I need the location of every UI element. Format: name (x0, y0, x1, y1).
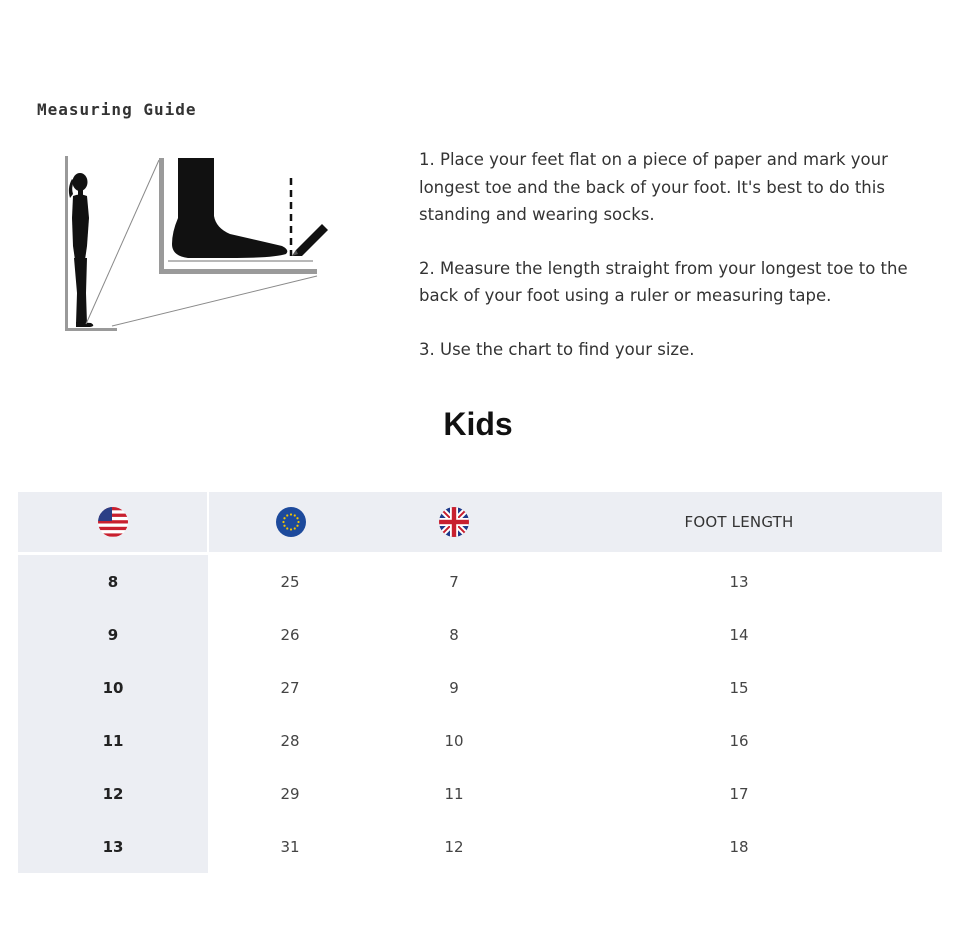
us-size-cell: 13 (18, 820, 208, 873)
foot-length-cell: 13 (536, 554, 942, 609)
table-row (18, 767, 942, 820)
table-row (18, 714, 942, 767)
us-size-cell: 12 (18, 767, 208, 820)
uk-size-cell: 7 (372, 554, 536, 609)
foot-length-header: FOOT LENGTH (684, 513, 794, 531)
uk-size-header (372, 492, 536, 554)
measuring-guide-title: Measuring Guide (37, 100, 197, 119)
us-size-cell: 9 (18, 608, 208, 661)
foot-length-cell: 14 (729, 625, 749, 644)
table-header-row (18, 492, 942, 554)
foot-length-cell: 17 (729, 784, 749, 803)
uk-size-cell: 11 (444, 784, 464, 803)
uk-size-cell: 10 (444, 731, 464, 750)
measuring-instructions (419, 146, 939, 389)
foot-length-cell: 18 (729, 837, 749, 856)
foot-length-cell: 16 (729, 731, 749, 750)
kids-size-table (18, 492, 942, 873)
uk-size-cell: 9 (449, 678, 459, 697)
eu-size-cell: 28 (280, 731, 300, 750)
foot-measuring-illustration (60, 148, 340, 338)
eu-flag-icon (275, 506, 307, 538)
eu-size-cell: 26 (280, 625, 300, 644)
instruction-step-2: 2. Measure the length straight from your longest toe to the back of your foot using a ruler or measuring tape. (419, 258, 908, 305)
table-row (18, 554, 942, 609)
instruction-step-3: 3. Use the chart to find your size. (419, 339, 695, 359)
us-size-cell: 10 (18, 661, 208, 714)
eu-size-cell: 27 (280, 678, 300, 697)
uk-size-cell: 8 (449, 625, 459, 644)
eu-size-header (208, 492, 372, 554)
table-row (18, 608, 942, 661)
eu-size-cell: 25 (208, 554, 372, 609)
table-row (18, 820, 942, 873)
us-size-cell: 11 (18, 714, 208, 767)
eu-size-cell: 31 (280, 837, 300, 856)
instruction-step-1: 1. Place your feet flat on a piece of paper and mark your longest toe and the back of your foot. It's best to do this standing and wearing socks. (419, 150, 888, 224)
uk-flag-icon (438, 506, 470, 538)
foot-length-cell: 15 (729, 678, 749, 697)
eu-size-cell: 29 (280, 784, 300, 803)
us-size-cell: 8 (18, 554, 208, 609)
us-size-header (18, 492, 208, 554)
kids-chart-title: Kids (443, 406, 513, 442)
us-flag-icon (97, 506, 129, 538)
table-row (18, 661, 942, 714)
uk-size-cell: 12 (444, 837, 464, 856)
